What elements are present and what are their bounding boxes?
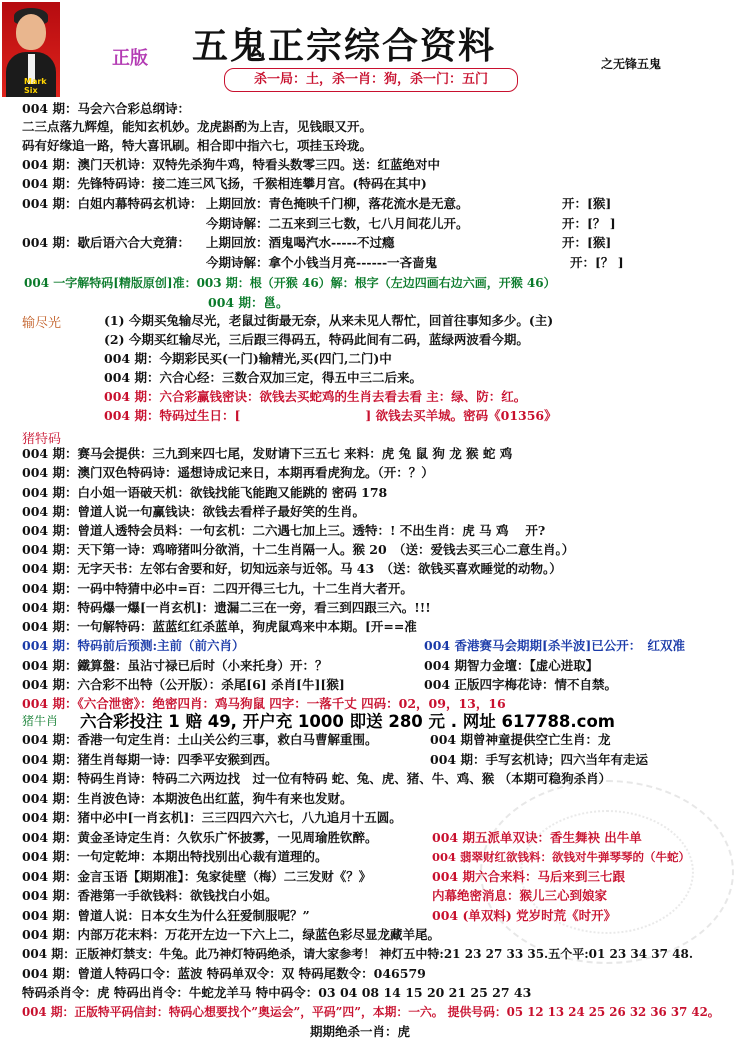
section-zhu: 猪特码 [22,432,62,447]
pair3-right-5: 004 (单双料) 党岁时荒《时开》 [432,908,617,923]
pair-left-2: 004 期：鐵算盤：虽沾寸禄已后时（小来托身）开：？ [22,658,328,673]
bai-open-2: 开：[？ ] [562,216,616,231]
zhu-line-5: 004 期：曾道人透特会员料：一句玄机：二六遇七加上三。透特：! 不出生肖：虎 马 鸡 开? [22,523,546,538]
shujin-line-1: (1) 今期买兔输尽光，老鼠过街最无奈，从来未见人帮忙，回首往事知多少。(主) [104,313,554,328]
page-title: 五鬼正宗综合资料 [192,25,497,67]
bai-text-3: 上期回放：酒鬼喝汽水-----不过瘾 [206,235,395,250]
bai-open-4: 开：[？ ] [570,255,624,270]
pair3-left-1: 004 期：黄金圣诗定生肖：久钦乐广怀披雾，一见周瑜胜钦醉。 [22,830,378,845]
shujin-line-5: 004 期：六合彩赢钱密诀：欲钱去买蛇鸡的生肖去看去看 主：绿、防：红。 [104,389,527,404]
tail-line-5: 004 期：正版特平码信封：特码心想要找个”奥运会”，平码”四”，本期：一六。 提供号码：05 12 13 24 25 26 32 36 37 42。 [22,1005,720,1019]
zhu-line-4: 004 期：曾道人说一句赢钱诀：欲钱去看样子最好笑的生肖。 [22,504,365,519]
bai-open-1: 开：[猴] [562,196,612,211]
author-name: 之无锋五鬼 [601,57,662,71]
zhu-line-8: 004 期：一码中特猜中必中=百：二四开得三七九，十二生肖大者开。 [22,581,413,596]
photo-face [16,14,46,50]
single2-line-2: 004 期：生肖波色诗：本期波色出红蓝，狗牛有来也发财。 [22,791,353,806]
pair2-right-2: 004 期：手写玄机诗；四六当年有走运 [430,752,648,767]
shujin-line-6: 004 期：特码过生日：[ ] 欲钱去买羊城。密码《01356》 [104,408,557,423]
bai-text-2: 今期诗解：二五来到三七数，七八月间花儿开。 [206,216,469,231]
promo-banner: 六合彩投注 1 赔 49, 开户充 1000 即送 280 元 . 网址 617788.com [80,712,615,731]
bai-label-3: 004 期：歇后语六合大竞猜： [22,235,190,250]
line-xianfeng: 004 期：先锋特码诗：接二连三风飞扬，千猴相连攀月宫。(特码在其中) [22,176,427,191]
footer-kill: 期期绝杀一肖：虎 [310,1024,411,1039]
tail-line-4: 特码杀肖令：虎 特码出肖令：牛蛇龙羊马 特中码令：03 04 08 14 15 20 21 25 27 43 [22,985,532,1000]
zhu-line-1: 004 期：赛马会提供：三九到来四七尾，发财请下三五七 来料：虎 兔 鼠 狗 龙 猴 蛇 鸡 [22,446,513,461]
shujin-line-2: (2) 今期买红输尽光，三后跟三得码五，特码此间有二码，蓝绿两波看今期。 [104,332,529,347]
bai-label-1: 004 期：白姐内幕特码玄机诗： [22,196,203,211]
kill-banner: 杀一局：土，杀一肖：狗，杀一门：五门 [224,68,518,92]
shujin-line-4: 004 期：六合心经：三数合双加三定，得五中三二后来。 [104,370,422,385]
pair-left-1: 004 期：特码前后预测:主前（前六肖） [22,638,245,653]
bai-text-4: 今期诗解：拿个小钱当月亮------一吝啬鬼 [206,255,438,270]
tail-line-3: 004 期：曾道人特码口令：蓝波 特码单双令：双 特码尾数令：046579 [22,966,426,981]
mark-six-logo: Mark Six [24,77,47,95]
pair2-left-2: 004 期：猪生肖每期一诗：四季平安猴到西。 [22,752,278,767]
tail-line-1: 004 期：内部万花末料：万花开左边一下六上二，绿蓝色彩尽显龙藏羊尾。 [22,927,440,942]
yizi-this: 004 期：邕。 [208,295,289,310]
shujin-line-3: 004 期：今期彩民买(一门)输精光,买(四门,二门)中 [104,351,392,366]
pair3-right-1: 004 期五派单双诀：香生舞袂 出牛单 [432,830,642,845]
bai-text-1: 上期回放：青色掩映千门柳，落花流水是无意。 [206,196,469,211]
pair3-right-4: 内幕绝密消息：猴儿三心到娘家 [432,888,608,903]
edition-label: 正版 [112,48,148,69]
zhu-line-2: 004 期：澳门双色特码诗：遥想诗成记来日，本期再看虎狗龙。（开：？） [22,465,434,480]
pair2-right-1: 004 期曾神童提供空亡生肖：龙 [430,732,611,747]
line-poem-1: 二三点落九辉煌，能知玄机妙。龙虎斟酌为上吉，见钱眼又开。 [22,119,373,134]
pair3-left-5: 004 期：曾道人说：日本女生为什么狂爱制服呢？” [22,908,310,923]
single2-line-1: 004 期：特码生肖诗：特码二六两边找 过一位有特码 蛇、兔、虎、猪、牛、鸡、猴 （本期可稳狗杀肖） [22,771,612,786]
zhu-line-3: 004 期：白小姐一语破天机：欲钱找能飞能跑又能跳的 密码 178 [22,485,388,500]
pair2-left-1: 004 期：香港一句定生肖：土山关公约三事，救白马曹解重围。 [22,732,378,747]
line-poem-2: 码有好缘追一路，特大喜讯刷。相合即中指六七，项挂玉玲珑。 [22,138,373,153]
section-shujin: 输尽光 [22,316,62,331]
zhu-line-7: 004 期：无字天书：左邻右舍要和好，切知远亲与近邻。马 43 （送：欲钱买喜欢睡觉的动物。） [22,561,562,576]
pair-right-1: 004 香港赛马会期期[杀半波]已公开： 红双准 [424,638,686,653]
single2-line-3: 004 期：猪中必中[一肖玄机]：三三四四六六七，八九追月十五圆。 [22,810,402,825]
pair3-right-3: 004 期六合来料：马后来到三七跟 [432,869,625,884]
pair-left-3: 004 期：六合彩不出特（公开版）：杀尾[6] 杀肖[牛][猴] [22,677,345,692]
line-zonggang: 004 期：马会六合彩总纲诗： [22,101,190,116]
zhu-line-10: 004 期：一句解特码：蓝蓝红红杀蓝单，狗虎鼠鸡来中本期。[开==准 [22,619,417,634]
zhu-line-9: 004 期：特码爆一爆[一肖玄机]：遗漏二三在一旁，看三到四跟三六。!!! [22,600,431,615]
pair-right-3: 004 正版四字梅花诗：情不自禁。 [424,677,617,692]
pair3-right-2: 004 翡翠财红欲钱料：欲钱对牛弹琴琴的（牛蛇） [432,850,691,864]
zhu-line-6: 004 期：天下第一诗：鸡啼猪叫分欲消，十二生肖隔一人。猴 20 （送：爱钱去买三心二意生肖。） [22,542,575,557]
line-macau-poem: 004 期：澳门天机诗：双特先杀狗牛鸡，特看头数零三四。送：红蓝绝对中 [22,157,440,172]
bai-open-3: 开：[猴] [562,235,612,250]
yizi-line: 004 一字解特码[精版原创]准：003 期：根（开猴 46）解：根字（左边四画右边六画，开猴 46） [24,276,556,290]
xiangzhi-line: 004 期：《六合泄密》：绝密四肖：鸡马狗鼠 四字：一落千丈 四码：02，09，13，16 [22,696,506,711]
pair3-left-4: 004 期：香港第一手欲钱料：欲钱找白小姐。 [22,888,278,903]
section-niu: 猪牛肖 [22,714,59,728]
pair3-left-2: 004 期：一句定乾坤：本期出特找别出心裁有道理的。 [22,849,328,864]
pair3-left-3: 004 期：金言玉语【期期准】：兔家徒壁（梅）二三发财《？》 [22,869,372,884]
author-photo [2,2,60,97]
pair-right-2: 004 期智力金壇：【虚心进取】 [424,658,599,673]
tail-line-2: 004 期：正版神灯禁支：牛兔。此乃神灯特码绝杀，请大家参考！ 神灯五中特:21 23 27 33 35.五个平:01 23 34 37 48. [22,947,694,961]
